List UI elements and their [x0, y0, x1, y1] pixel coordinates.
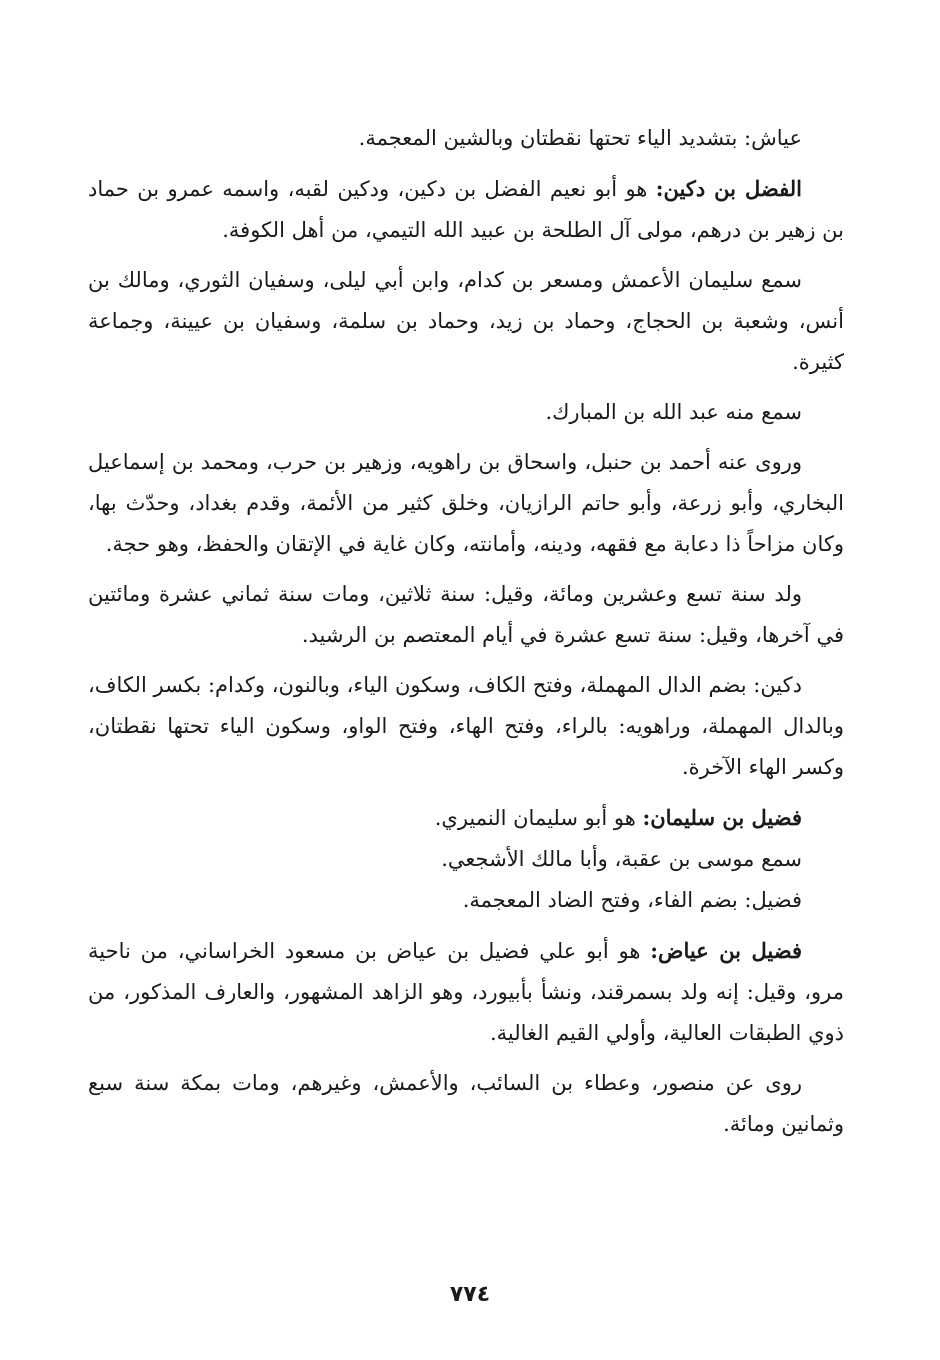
- entry-heading: الفضل بن دكين:: [655, 176, 802, 201]
- entry-heading: فضيل بن سليمان:: [642, 805, 802, 830]
- paragraph-narrators: وروى عنه أحمد بن حنبل، واسحاق بن راهويه، وزهير بن حرب، ومحمد بن إسماعيل البخاري، وأبو زرعة، وأبو حاتم الرازيان، وخلق كثير من الأئمة، وقدم بغداد، وحدّث بها، وكان مزاحاً ذا دعابة مع فقهه، ودينه، وأمانته، وكان غاية في الإتقان والحفظ، وهو حجة.: [88, 450, 844, 556]
- paragraph-spelling-note: دكين: بضم الدال المهملة، وفتح الكاف، وسكون الياء، وبالنون، وكدام: بكسر الكاف، وبالدال المهملة، وراهويه: بالراء، وفتح الهاء، وفتح الواو، وسكون الياء تحتها نقطتان، وكسر الهاء الآخرة.: [88, 673, 844, 779]
- entry-fudayl-ibn-iyad: فضيل بن عياض: هو أبو علي فضيل بن عياض بن مسعود الخراساني، من ناحية مرو، وقيل: إنه ولد بسمرقند، ونشأ بأبيورد، وهو الزاهد المشهور، والعارف المذكور، من ذوي الطبقات العالية، وأولي القيم الغالية.: [88, 938, 844, 1045]
- paragraph-birth-death: ولد سنة تسع وعشرين ومائة، وقيل: سنة ثلاثين، ومات سنة ثماني عشرة ومائتين في آخرها، وقيل: سنة تسع عشرة في أيام المعتصم بن الرشيد.: [88, 582, 844, 647]
- page-number: ٧٧٤: [449, 1282, 491, 1307]
- paragraph-heard-from-him: سمع منه عبد الله بن المبارك.: [545, 400, 802, 424]
- entry-fudayl-ibn-sulayman: فضيل بن سليمان: هو أبو سليمان النميري.: [434, 805, 802, 830]
- page-body: [88, 118, 844, 1298]
- paragraph-fudayl-teachers: سمع موسى بن عقبة، وأبا مالك الأشجعي.: [441, 847, 802, 871]
- paragraph-ayyash-note: عياش: بتشديد الياء تحتها نقطتان وبالشين المعجمة.: [358, 126, 802, 150]
- entry-fadl-ibn-dukayn: الفضل بن دكين: هو أبو نعيم الفضل بن دكين، ودكين لقبه، واسمه عمرو بن حماد بن زهير بن درهم، مولى آل الطلحة بن عبيد الله التيمي، من أهل الكوفة.: [88, 176, 844, 242]
- paragraph-teachers: سمع سليمان الأعمش ومسعر بن كدام، وابن أبي ليلى، وسفيان الثوري، ومالك بن أنس، وشعبة بن الحجاج، وحماد بن زيد، وحماد بن سلمة، وسفيان بن عيينة، وجماعة كثيرة.: [88, 268, 844, 374]
- paragraph-fudayl-spelling: فضيل: بضم الفاء، وفتح الضاد المعجمة.: [462, 888, 802, 912]
- entry-heading: فضيل بن عياض:: [650, 938, 802, 963]
- paragraph-fudayl-iyad-narrations: روى عن منصور، وعطاء بن السائب، والأعمش، وغيرهم، ومات بمكة سنة سبع وثمانين ومائة.: [88, 1071, 844, 1136]
